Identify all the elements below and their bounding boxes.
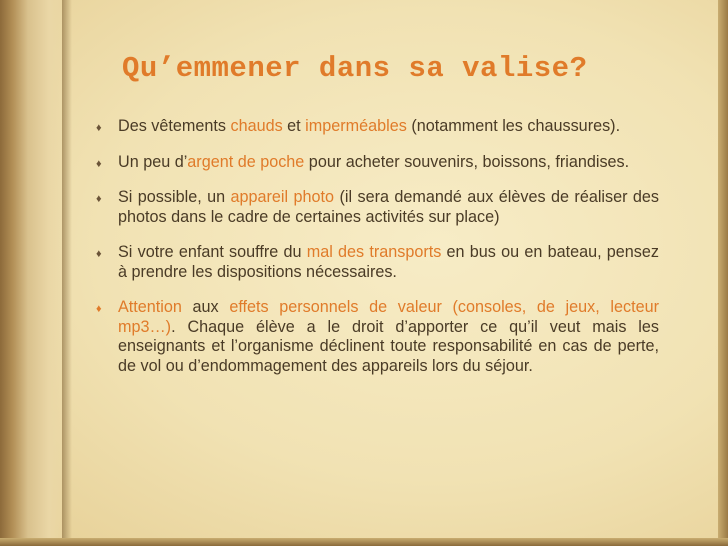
bullet-text xyxy=(118,153,629,171)
bullet-item-valuables xyxy=(96,298,659,376)
bullet-item-clothing xyxy=(96,117,659,137)
book-spine xyxy=(0,0,70,546)
highlight-segment: effets personnels de valeur (consoles, de jeux, lecteur mp3…) xyxy=(118,298,659,336)
bullet-diamond-icon: ♦ xyxy=(96,122,102,134)
bullet-diamond-icon: ♦ xyxy=(96,193,102,205)
text-segment: (il sera demandé aux élèves de réaliser des photos dans le cadre de certaines activités sur place) xyxy=(118,188,660,226)
text-segment: Si votre enfant souffre du xyxy=(118,243,307,261)
bullet-diamond-icon: ♦ xyxy=(96,303,102,315)
page-edge-shadow xyxy=(62,0,72,546)
bullet-text xyxy=(118,188,659,226)
text-segment: Un peu d’ xyxy=(118,152,188,171)
text-segment: Des vêtements xyxy=(118,117,231,135)
bullet-text xyxy=(118,243,659,281)
text-segment: pour acheter souvenirs, boissons, friandises. xyxy=(304,152,630,171)
bullet-item-motion-sickness xyxy=(96,243,659,282)
text-segment: Si possible, un xyxy=(118,188,231,206)
highlight-segment: chauds xyxy=(230,117,283,135)
bullet-text xyxy=(118,117,620,135)
bullet-diamond-icon: ♦ xyxy=(96,157,102,170)
bullet-text xyxy=(118,298,659,375)
text-segment: et xyxy=(282,117,306,135)
slide-title: Qu’emmener dans sa valise? xyxy=(122,52,588,85)
highlight-segment: mal des transports xyxy=(306,243,442,261)
highlight-segment: imperméables xyxy=(305,117,407,135)
highlight-segment: argent de poche xyxy=(187,152,305,171)
bullet-item-money xyxy=(96,153,659,173)
highlight-segment: appareil photo xyxy=(230,188,335,206)
book-frame-bottom xyxy=(0,538,728,546)
text-segment: (notamment les chaussures). xyxy=(406,117,621,135)
text-segment: aux xyxy=(181,298,230,316)
bullet-diamond-icon: ♦ xyxy=(96,248,102,260)
bullet-item-camera xyxy=(96,188,659,227)
text-segment: . Chaque élève a le droit d’apporter ce qu’il veut mais les enseignants et l’organisme déclinent toute responsabilité en cas de perte, de vol ou d’endommagement des appareils lors du séjour. xyxy=(118,317,659,375)
book-frame-right xyxy=(718,0,728,546)
highlight-segment: Attention xyxy=(118,298,182,316)
bullet-list xyxy=(96,117,659,392)
text-segment: en bus ou en bateau, pensez à prendre les dispositions nécessaires. xyxy=(118,243,659,281)
